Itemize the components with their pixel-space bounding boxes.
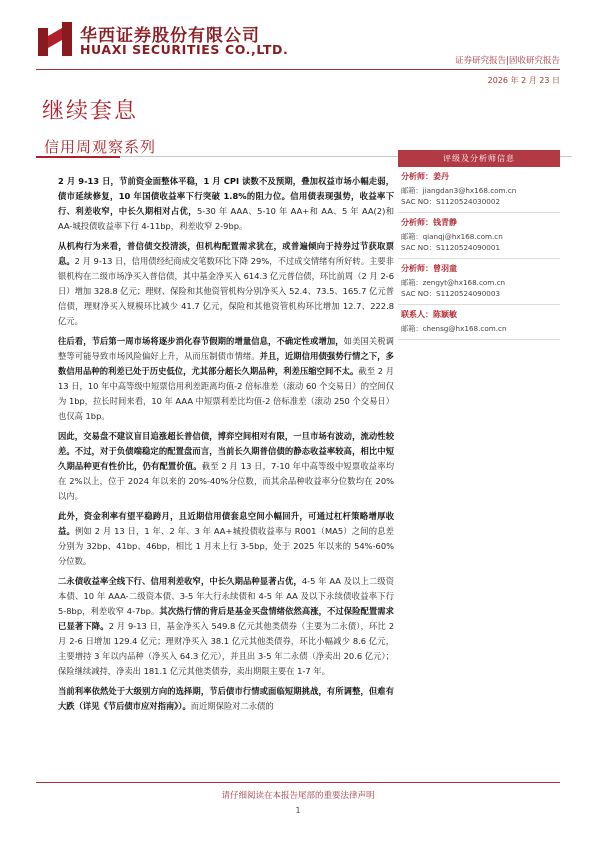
sac-label: SAC NO： bbox=[401, 243, 437, 252]
analyst-name-text: 曾羽童 bbox=[433, 264, 457, 273]
para-lead: 当前利率依然处于大级别方向的选择期，节后债市行情或面临短期挑战，有所调整，但难有大跌（详见《节后债市应对指南》）。 bbox=[58, 686, 394, 711]
para-lead: 二永债收益率全线下行、信用利差收窄，中长久期品种显著占优， bbox=[58, 576, 302, 586]
analyst-card bbox=[398, 167, 560, 213]
analyst-email bbox=[401, 277, 560, 288]
paragraph-4 bbox=[58, 429, 394, 504]
huaxi-logo-icon bbox=[38, 22, 72, 56]
para-text: 4-5 年 AA 及以上二级资本债、10 年 AAA-二级资本债、3-5 年大行永续债和 4-5 年 AA 及以下永续债收益率下行 5-8bp，利差收窄 4-7bp。 bbox=[58, 576, 394, 616]
para-lead: 此外，资金利率有望平稳跨月，且近期信用债套息空间小幅回升，可通过杠杆策略增厚收益。 bbox=[58, 511, 394, 536]
report-type-tag: 证券研究报告|固收研究报告 bbox=[455, 56, 560, 66]
contact-name bbox=[401, 309, 560, 320]
email-link[interactable]: zengyt@hx168.com.cn bbox=[422, 278, 506, 287]
email-label: 邮箱： bbox=[401, 232, 423, 241]
analyst-role: 分析师： bbox=[401, 264, 433, 273]
sac-label: SAC NO： bbox=[401, 289, 437, 298]
analyst-name-text: 姜丹 bbox=[433, 172, 449, 181]
paragraph-5 bbox=[58, 509, 394, 569]
company-name-en: HUAXI SECURITIES CO.,LTD. bbox=[80, 42, 289, 57]
analyst-email bbox=[401, 185, 560, 196]
paragraph-6 bbox=[58, 574, 394, 679]
company-name-cn: 华西证券股份有限公司 bbox=[80, 26, 260, 46]
para-text: 5-30 年 AAA、5-10 年 AA+和 AA、5 年 AA(2)和 AA-城投债收益率下行 4-11bp，利差收窄 2-9bp。 bbox=[58, 206, 394, 231]
analyst-sac bbox=[401, 242, 560, 253]
legal-disclaimer: 请仔细阅读在本报告尾部的重要法律声明 bbox=[221, 791, 375, 801]
para-text: 截至 2 月 13 日，7-10 年中高等级中短票收益率均在 2%以上，位于 2024 年以来的 20%-40%分位数，而其余品种收益率分位数均在 20%以内。 bbox=[58, 461, 394, 501]
para-text: 而近期保险对二永债的 bbox=[190, 701, 274, 711]
header-divider bbox=[36, 69, 560, 70]
para-text: 2 月 9-13 日，信用债经纪商成交笔数环比下降 29%，不过成交情绪有所好转。主要非银机构在二级市场净买入普信债，其中基金净买入 614.3 亿元普信债，环比前周（2 月 2-6 日）增加 328.8 亿元；理财、保险和其他资管机构分别净买入 52.4、73.5、165.7 亿元普信债，理财净买入规模环比减少 41.7 亿元，保险和其他资管机构环比增加 12.7、222.8 亿元。 bbox=[58, 256, 394, 326]
para-text-2: 截至 2 月 13 日，10 年中高等级中短票信用利差距离均值-2 倍标准差（滚动 60 个交易日）的空间仅为 1bp，拉长时间来看，10 年 AAA 中短票利差比均值-2 倍标准差（滚动 250 个交易日）也仅高 1bp。 bbox=[58, 366, 394, 421]
page-number: 1 bbox=[295, 806, 301, 815]
para-lead-2: 其次热行情的背后是基金买盘情绪依然高涨，不过保险配置需求已显著下降。 bbox=[58, 606, 394, 631]
analyst-name bbox=[401, 217, 560, 228]
analyst-sidebar bbox=[398, 150, 560, 340]
sidebar-heading: 评级及分析师信息 bbox=[398, 150, 560, 167]
footer-divider bbox=[36, 782, 560, 783]
email-label: 邮箱： bbox=[401, 186, 423, 195]
paragraph-2 bbox=[58, 239, 394, 329]
analyst-role: 分析师： bbox=[401, 172, 433, 181]
analyst-card bbox=[398, 213, 560, 259]
para-lead: 从机构行为来看，普信债交投清淡，但机构配置需求犹在，或普遍倾向于持券过节获取票息。 bbox=[58, 241, 394, 266]
para-text: 如美国关税调整等可能导致市场风险偏好上升，从而压制债市情绪。 bbox=[58, 336, 394, 361]
analyst-name bbox=[401, 171, 560, 182]
analyst-sac bbox=[401, 288, 560, 299]
contact-name-text: 陈颖敏 bbox=[433, 310, 457, 319]
analyst-name bbox=[401, 263, 560, 274]
sac-label: SAC NO： bbox=[401, 197, 437, 206]
email-link[interactable]: chensg@hx168.com.cn bbox=[422, 324, 507, 333]
sac-number: S1120524090001 bbox=[436, 243, 501, 252]
contact-card bbox=[398, 305, 560, 340]
report-date: 2026 年 2 月 23 日 bbox=[487, 76, 560, 85]
para-lead-2: 并且，近期信用债强势行情之下，多数信用品种的利差已处于历史低位，尤其部分超长久期品种，利差压缩空间不太。 bbox=[58, 351, 394, 376]
contact-role: 联系人： bbox=[401, 310, 433, 319]
paragraph-3 bbox=[58, 334, 394, 424]
para-lead: 2 月 9-13 日，节前资金面整体平稳，1 月 CPI 读数不及预期，叠加权益市场小幅走弱，债市延续修复，10 年国债收益率下行突破 1.8%的阻力位。信用债表现强势，收益率下行、利差收窄，中长久期相对占优， bbox=[58, 176, 394, 216]
analyst-card bbox=[398, 259, 560, 305]
email-link[interactable]: qianqj@hx168.com.cn bbox=[422, 232, 503, 241]
report-title: 继续套息 bbox=[42, 99, 139, 124]
main-body bbox=[58, 174, 394, 719]
analyst-role: 分析师： bbox=[401, 218, 433, 227]
sac-number: S1120524030002 bbox=[436, 197, 501, 206]
contact-email bbox=[401, 323, 560, 334]
analyst-sac bbox=[401, 196, 560, 207]
para-lead: 往后看，节后第一周市场将逐步消化春节假期的增量信息，不确定性或增加， bbox=[58, 336, 344, 346]
paragraph-7 bbox=[58, 684, 394, 714]
email-link[interactable]: jiangdan3@hx168.com.cn bbox=[422, 186, 517, 195]
para-text: 例如 2 月 13 日，1 年、2 年、3 年 AA+城投债收益率与 R001（MA5）之间的息差分别为 32bp、41bp、46bp，相比 1 月末上行 3-5bp，处于 2025 年以来的 54%-60%分位数。 bbox=[58, 526, 394, 566]
sac-number: S1120524090003 bbox=[436, 289, 501, 298]
analyst-name-text: 钱青静 bbox=[433, 218, 457, 227]
report-series: 信用周观察系列 bbox=[44, 138, 157, 156]
paragraph-1 bbox=[58, 174, 394, 234]
para-text-2: 2 月 9-13 日，基金净买入 549.8 亿元其他类债券（主要为二永债），环比 2 月 2-6 日增加 129.4 亿元；理财净买入 38.1 亿元其他类债券，环比小幅减少 8.6 亿元，主要增持 3 年以内品种（净买入 64.3 亿元），并且出 3-5 年二永债（净卖出 20.6 亿元）；保险继续减持，净卖出 181.1 亿元其他类债券，卖出期限主要在 1-7 年。 bbox=[58, 621, 394, 676]
para-lead: 因此，交易盘不建议盲目追涨超长普信债，博弈空间相对有限，一旦市场有波动，流动性较差。不过，对于负债端稳定的配置盘而言，当前长久期普信债的静态收益率较高，相比中短久期品种更有性价比，仍有配置价值。 bbox=[58, 431, 394, 471]
analyst-email bbox=[401, 231, 560, 242]
email-label: 邮箱： bbox=[401, 278, 423, 287]
email-label: 邮箱： bbox=[401, 324, 423, 333]
series-accent-bar bbox=[36, 156, 120, 158]
